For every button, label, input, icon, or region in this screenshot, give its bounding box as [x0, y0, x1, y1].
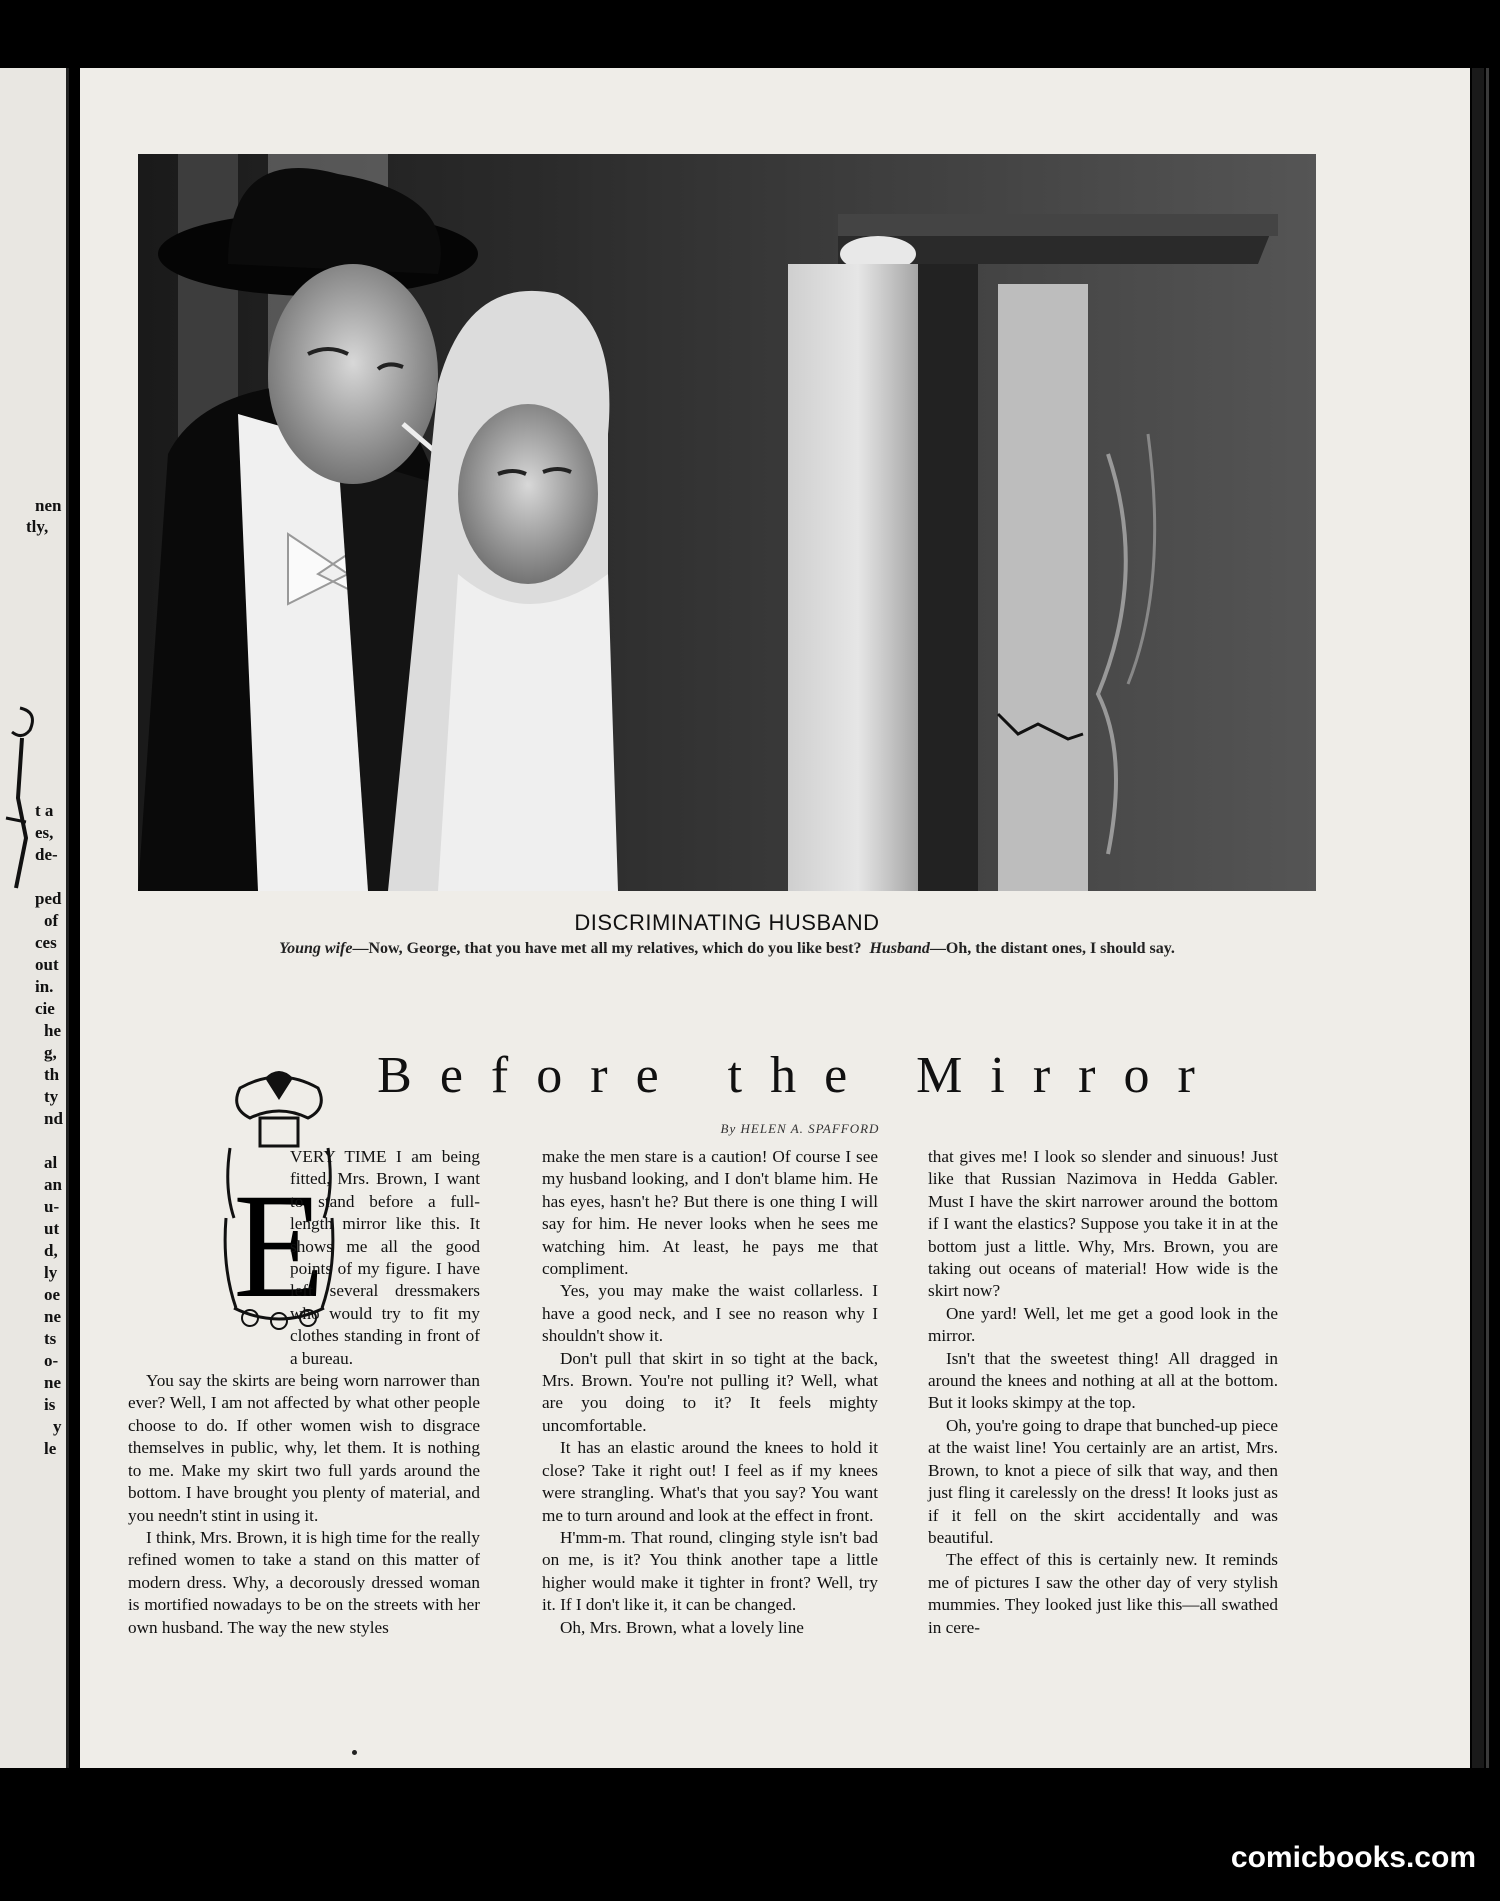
left-page-text-fragment: ces: [35, 933, 57, 952]
column-1-paragraph-2: You say the skirts are being worn narrower than ever? Well, I am not affected by what other people choose to do. If other women wish to disgrace themselves in public, why, let them. It is nothing to me. Make my skirt two full yards around the bottom. I have brought you plenty of material, and you needn't stint in using it.: [128, 1371, 480, 1525]
left-page-text-fragment: le: [44, 1439, 57, 1458]
column-1-lead: VERY TIME I am being fitted, Mrs. Brown, I want to stand before a full-length mirror like this. It shows me all the good points of my figure. I have left several dressmakers who would try to fit my clothes standing in front of a bureau.: [290, 1147, 480, 1368]
article-column-2: [542, 1146, 878, 1639]
magazine-page: [80, 68, 1470, 1768]
left-page-text-fragment: th: [44, 1065, 60, 1084]
column-2-paragraph-5: H'mm-m. That round, clinging style isn't bad on me, is it? You think another tape a little higher would make it tighter in front? Well, try it. If I don't like it, it can be changed.: [542, 1527, 878, 1615]
column-3-paragraph-4: Oh, you're going to drape that bunched-up piece at the waist line! You certainly are an artist, Mrs. Brown, to knot a piece of silk that way, and then just fling it carelessly on the dress! It looks just as if it fell on the skirt accidentally and was beautiful.: [928, 1415, 1278, 1547]
left-page-text-fragment: t a: [35, 801, 54, 820]
left-page-text-fragment: de-: [35, 845, 58, 864]
column-2-paragraph-3: Don't pull that skirt in so tight at the back, Mrs. Brown. You're not pulling it? Well, what are you doing to it? It feels mighty uncomfortable.: [542, 1348, 878, 1435]
left-page-text-fragment: oe: [44, 1285, 61, 1304]
left-page-text-fragment: g,: [44, 1043, 57, 1062]
caption-speaker-husband: Husband: [869, 940, 930, 957]
left-page-text-fragment: he: [44, 1021, 61, 1040]
left-page-text-fragment: out: [35, 955, 59, 974]
article-title: Before the Mirror: [377, 1047, 1223, 1104]
left-page-text-fragment: ut: [44, 1219, 60, 1238]
article-byline: By HELEN A. SPAFFORD: [720, 1121, 880, 1136]
column-2-paragraph-4: It has an elastic around the knees to hold it close? Take it right out! I feel as if my knees were strangling. What's that you say? You want me to turn around and look at the effect in front.: [542, 1438, 878, 1525]
column-2-paragraph-1: make the men stare is a caution! Of course I see my husband looking, and I don't blame him. He has eyes, hasn't he? But there is one thing I will say for him. He never looks when he sees me watching him. At least, he pays me that compliment.: [542, 1147, 878, 1279]
column-2-paragraph-2: Yes, you may make the waist collarless. I have a good neck, and I see no reason why I shouldn't show it.: [542, 1281, 878, 1346]
watermark: comicbooks.com: [1230, 1841, 1476, 1874]
column-3-paragraph-2: One yard! Well, let me get a good look in the mirror.: [928, 1303, 1278, 1346]
left-page-text-fragment: of: [44, 911, 59, 930]
left-page-text-fragment: tly,: [26, 517, 49, 536]
caption-title: DISCRIMINATING HUSBAND: [574, 910, 880, 935]
caption-wife-line: —Now, George, that you have met all my relatives, which do you like best?: [352, 940, 862, 957]
left-page-text-fragment: ne: [44, 1373, 61, 1392]
left-page-sketch-icon: [0, 698, 40, 918]
left-page-text-fragment: ly: [44, 1263, 58, 1282]
left-page-text-fragment: ts: [44, 1329, 57, 1348]
left-page-text-fragment: y: [53, 1417, 62, 1436]
drop-cap-letter: E: [233, 1163, 325, 1329]
left-page-text-fragment: nen: [35, 496, 62, 515]
left-page-text-fragment: is: [44, 1395, 56, 1414]
column-3-paragraph-1: that gives me! I look so slender and sinuous! Just like that Russian Nazimova in Hedda Gabler. Must I have the skirt narrower around the bottom if I want the elastics? Suppose you take it in at the bottom just a little. Why, Mrs. Brown, you are taking out oceans of material! How wide is the skirt now?: [928, 1147, 1278, 1301]
left-page-text-fragment: d,: [44, 1241, 58, 1260]
column-1-paragraph-3: I think, Mrs. Brown, it is high time for the really refined women to take a stand on this matter of modern dress. Why, a decorously dressed woman is mortified nowadays to be on the streets with her own husband. The way the new styles: [128, 1527, 480, 1637]
left-page-edge: [0, 68, 69, 1768]
book-spine: [1472, 68, 1484, 1768]
caption-dialogue: [138, 940, 1316, 958]
painting-couple-icon: [138, 154, 1316, 891]
column-3-paragraph-5: The effect of this is certainly new. It reminds me of pictures I saw the other day of very stylish mummies. They looked just like this—all swathed in cere-: [928, 1550, 1278, 1637]
column-3-paragraph-3: Isn't that the sweetest thing! All dragged in around the knees and nothing at all at the bottom. But it looks skimpy at the top.: [928, 1348, 1278, 1413]
left-page-text-fragment: es,: [35, 823, 54, 842]
left-page-text-fragment: al: [44, 1153, 58, 1172]
left-page-text-fragment: o-: [44, 1351, 59, 1370]
caption-speaker-wife: Young wife: [279, 940, 353, 957]
left-page-text-fragment: ty: [44, 1087, 59, 1106]
left-page-text-fragment: ne: [44, 1307, 61, 1326]
left-page-text-fragment: u-: [44, 1197, 60, 1216]
left-page-text-fragment: in.: [35, 977, 54, 996]
left-page-text-fragment: ped: [35, 889, 62, 908]
left-page-text-fragment: cie: [35, 999, 55, 1018]
article-column-3: [928, 1146, 1278, 1639]
page-speck: [352, 1750, 357, 1755]
left-page-text-fragment: an: [44, 1175, 62, 1194]
page-edge: [1486, 68, 1489, 1768]
article-column-1: [128, 1146, 480, 1639]
column-2-paragraph-6: Oh, Mrs. Brown, what a lovely line: [560, 1617, 804, 1637]
left-page-text-fragment: nd: [44, 1109, 63, 1128]
caption-husband-line: —Oh, the distant ones, I should say.: [929, 940, 1175, 957]
